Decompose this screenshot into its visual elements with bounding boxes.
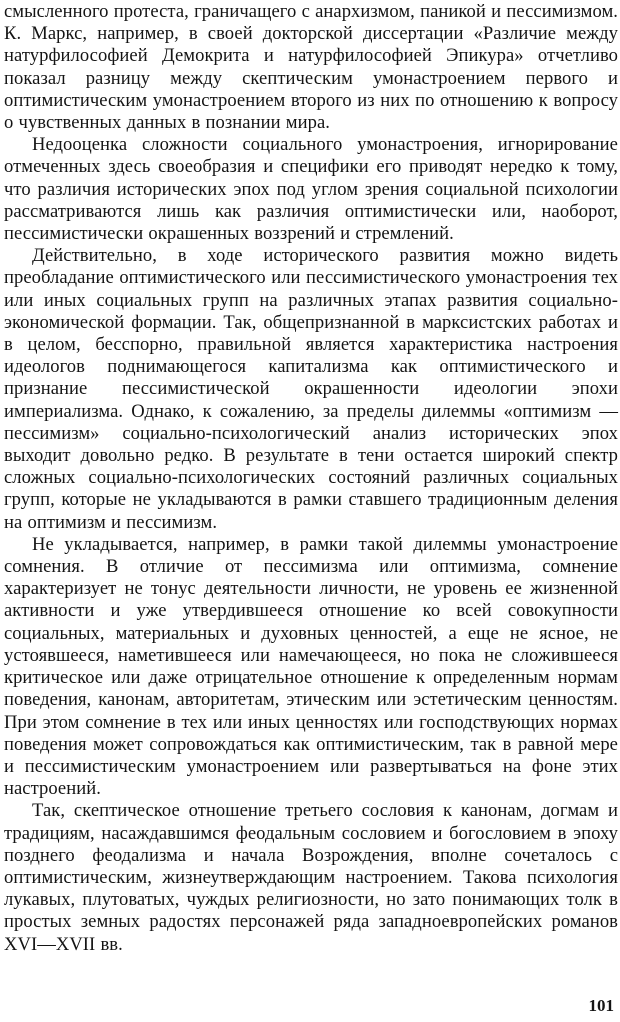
body-text [4, 1, 618, 956]
paragraph-3: Действительно, в ходе исторического развития можно видеть преобладание оптимистического или пессимистического умонастроения тех или иных социальных групп на различных этапах развития социально-экономической формации. Так, общепризнанной в марксистских работах и в целом, бесспорно, правильной является характеристика настроения идеологов поднимающегося капитализма как оптимистического и признание пессимистической окрашенности идеологии эпохи империализма. Однако, к сожалению, за пределы дилеммы «оптимизм — пессимизм» социально-психологический анализ исторических эпох выходит довольно редко. В результате в тени остается широкий спектр сложных социально-психологических состояний различных социальных групп, которые не укладываются в рамки ставшего традиционным деления на оптимизм и пессимизм. [4, 245, 618, 533]
paragraph-5: Так, скептическое отношение третьего сословия к канонам, догмам и традициям, насаждавшимся феодальным сословием и богословием в эпоху позднего феодализма и начала Возрождения, вполне сочеталось с оптимистическим, жизнеутверждающим настроением. Такова психология лукавых, плутоватых, чуждых религиозности, но зато понимающих толк в простых земных радостях персонажей ряда западноевропейских романов XVI—XVII вв. [4, 800, 618, 955]
paragraph-4: Не укладывается, например, в рамки такой дилеммы умонастроение сомнения. В отличие от пессимизма или оптимизма, сомнение характеризует не тонус деятельности личности, не уровень ее жизненной активности и уже утвердившееся отношение ко всей совокупности социальных, материальных и духовных ценностей, а еще не ясное, не устоявшееся, наметившееся или намечающееся, но пока не сложившееся критическое или даже отрицательное отношение к определенным нормам поведения, канонам, авторитетам, этическим или эстетическим ценностям. При этом сомнение в тех или иных ценностях или господствующих нормах поведения может сопровождаться как оптимистическим, так в равной мере и пессимистическим умонастроением или развертываться на фоне этих настроений. [4, 533, 618, 800]
page-number: 101 [588, 996, 614, 1015]
paragraph-1: смысленного протеста, граничащего с анархизмом, паникой и пессимизмом. К. Маркс, например, в своей докторской диссертации «Различие между натурфилософией Демокрита и натурфилософией Эпикура» отчетливо показал разницу между скептическим умонастроением первого и оптимистическим умонастроением второго из них по отношению к вопросу о чувственных данных в познании мира. [4, 1, 618, 134]
paragraph-2: Недооценка сложности социального умонастроения, игнорирование отмеченных здесь своеобразия и специфики его приводят нередко к тому, что различия исторических эпох под углом зрения социальной психологии рассматриваются лишь как различия оптимистически или, наоборот, пессимистически окрашенных воззрений и стремлений. [4, 134, 618, 245]
book-page [4, 0, 618, 1022]
